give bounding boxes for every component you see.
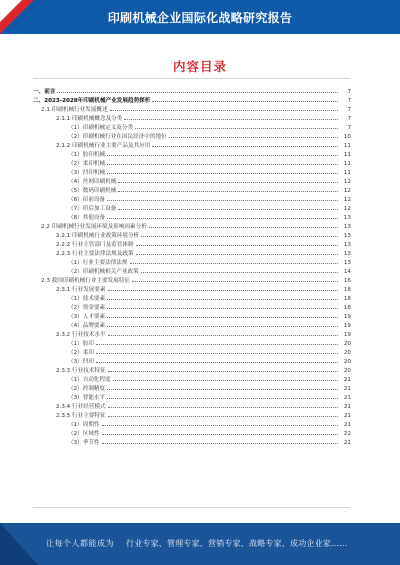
toc-entry-page: 12 xyxy=(343,179,351,185)
toc-entry-page: 13 xyxy=(343,251,351,257)
toc-leader-dots xyxy=(107,308,338,309)
toc-entry-page: 22 xyxy=(343,431,351,437)
toc-entry-page: 11 xyxy=(343,143,351,149)
toc-entry[interactable] xyxy=(33,185,351,194)
toc-entry-title: 2.2.1 印刷机械行业政策环境分析 xyxy=(56,233,140,239)
toc-entry-page: 13 xyxy=(343,260,351,266)
toc-entry[interactable] xyxy=(33,329,351,338)
toc-leader-dots xyxy=(110,110,338,111)
toc-entry-title: （2）控制精度 xyxy=(68,386,106,392)
toc-entry[interactable] xyxy=(33,392,351,401)
toc-entry-title: （6）印前设备 xyxy=(68,197,106,203)
toc-leader-dots xyxy=(107,299,338,300)
toc-entry-title: （4）品牌要素 xyxy=(68,323,106,329)
toc-entry-page: 11 xyxy=(343,170,351,176)
toc-entry-title: 2.1 印刷机械行业发展概述 xyxy=(41,107,108,113)
toc-entry[interactable] xyxy=(33,374,351,383)
footer-accent xyxy=(0,523,38,565)
toc-entry[interactable] xyxy=(33,410,351,419)
toc-leader-dots xyxy=(107,173,338,174)
toc-entry-title: （1）胶印机械 xyxy=(68,152,106,158)
toc-entry[interactable] xyxy=(33,95,351,104)
toc-entry[interactable] xyxy=(33,149,351,158)
toc-leader-dots xyxy=(108,416,338,417)
toc-entry-page: 13 xyxy=(343,242,351,248)
toc-entry-title: （7）印后加工设备 xyxy=(68,206,117,212)
toc-leader-dots xyxy=(118,182,338,183)
toc-entry-title: （4）丝网印刷机械 xyxy=(68,179,117,185)
toc-entry-page: 18 xyxy=(343,287,351,293)
toc-entry-page: 21 xyxy=(343,386,351,392)
toc-entry-page: 7 xyxy=(347,116,351,122)
toc-bottom-divider xyxy=(33,507,350,508)
toc-entry[interactable] xyxy=(33,284,351,293)
toc-entry-page: 20 xyxy=(343,341,351,347)
toc-entry-title: 2.2.3 行业主要法律法规及政策 xyxy=(56,251,134,257)
toc-entry-title: 一、前言 xyxy=(33,89,56,95)
footer-slogan: 让每个人都能成为 xyxy=(46,539,114,548)
toc-entry-page: 18 xyxy=(343,305,351,311)
report-title: 印刷机械企业国际化战略研究报告 xyxy=(107,11,293,25)
toc-entry-page: 22 xyxy=(343,440,351,446)
toc-top-divider xyxy=(33,78,350,79)
toc-leader-dots xyxy=(118,191,338,192)
toc-entry-title: （3）季节性 xyxy=(68,440,100,446)
toc-entry-title: （3）人才要素 xyxy=(68,314,106,320)
page-header xyxy=(0,0,400,34)
toc-leader-dots xyxy=(107,200,338,201)
toc-entry[interactable] xyxy=(33,104,351,113)
toc-entry-title: （2）印刷机械行业在国民经济中的地位 xyxy=(68,134,167,140)
toc-entry[interactable] xyxy=(33,122,351,131)
toc-entry-title: （1）印刷机械定义及分类 xyxy=(68,125,134,131)
toc-entry-title: 2.3.2 行业技术水平 xyxy=(56,332,106,338)
toc-leader-dots xyxy=(152,101,338,102)
toc-entry-page: 21 xyxy=(343,413,351,419)
toc-leader-dots xyxy=(152,146,338,147)
toc-entry-title: 2.3.4 行业经营模式 xyxy=(56,404,106,410)
toc-entry-title: （1）技术要素 xyxy=(68,296,106,302)
toc-entry-page: 19 xyxy=(343,323,351,329)
toc-entry-title: （1）自动化程度 xyxy=(68,377,111,383)
toc-leader-dots xyxy=(136,254,338,255)
toc-entry-title: （2）区域性 xyxy=(68,431,100,437)
toc-entry-title: 二、2023-2028年印刷机械产业发展趋势探析 xyxy=(33,98,151,104)
toc-leader-dots xyxy=(96,353,338,354)
toc-entry[interactable] xyxy=(33,401,351,410)
toc-entry[interactable] xyxy=(33,113,351,122)
toc-entry-page: 20 xyxy=(343,368,351,374)
toc-leader-dots xyxy=(136,245,338,246)
toc-entry[interactable] xyxy=(33,248,351,257)
toc-entry[interactable] xyxy=(33,221,351,230)
toc-entry-title: （2）柔印 xyxy=(68,350,94,356)
toc-entry-title: （3）凹印机械 xyxy=(68,170,106,176)
toc-entry[interactable] xyxy=(33,131,351,140)
toc-entry-page: 20 xyxy=(343,350,351,356)
toc-entry-title: 2.1.1 印刷机械概念及分类 xyxy=(56,116,123,122)
toc-entry[interactable] xyxy=(33,428,351,437)
toc-entry-page: 7 xyxy=(347,89,351,95)
footer-text xyxy=(46,538,347,549)
toc-entry-title: （2）柔印机械 xyxy=(68,161,106,167)
toc-heading: 内容目录 xyxy=(172,59,227,74)
toc-entry-title: （2）印刷机械相关产业政策 xyxy=(68,269,139,275)
toc-entry-page: 19 xyxy=(343,332,351,338)
toc-leader-dots xyxy=(113,380,338,381)
toc-entry-title: （8）其他设备 xyxy=(68,215,106,221)
toc-entry-title: （3）智能水平 xyxy=(68,395,106,401)
toc-entry-page: 7 xyxy=(347,98,351,104)
toc-entry[interactable] xyxy=(33,419,351,428)
toc-entry[interactable] xyxy=(33,167,351,176)
toc-entry-title: 2.3.1 行业发展要素 xyxy=(56,287,106,293)
toc-entry[interactable] xyxy=(33,239,351,248)
toc-entry[interactable] xyxy=(33,365,351,374)
toc-leader-dots xyxy=(149,227,338,228)
toc-entry-page: 21 xyxy=(343,395,351,401)
toc-entry[interactable] xyxy=(33,383,351,392)
toc-leader-dots xyxy=(141,272,338,273)
toc-entry-title: 2.1.2 印刷机械行业主要产品及其应用 xyxy=(56,143,151,149)
toc-entry[interactable] xyxy=(33,311,351,320)
toc-entry[interactable] xyxy=(33,266,351,275)
toc-leader-dots xyxy=(132,281,338,282)
toc-entry[interactable] xyxy=(33,320,351,329)
toc-entry[interactable] xyxy=(33,338,351,347)
toc-entry-page: 21 xyxy=(343,422,351,428)
toc-entry-page: 20 xyxy=(343,359,351,365)
toc-entry-page: 13 xyxy=(343,215,351,221)
toc-entry[interactable] xyxy=(33,437,351,446)
toc-leader-dots xyxy=(107,164,338,165)
footer-tagline: 行业专家、管理专家、营销专家、战略专家、成功企业家…… xyxy=(126,539,348,548)
toc-leader-dots xyxy=(102,434,338,435)
toc-entry[interactable] xyxy=(33,194,351,203)
toc-entry[interactable] xyxy=(33,275,351,284)
toc-entry-title: 2.3.3 行业技术特征 xyxy=(56,368,106,374)
toc-leader-dots xyxy=(107,326,338,327)
toc-leader-dots xyxy=(124,119,338,120)
toc-entry-title: 2.3 我国印刷机械行业主要发展特征 xyxy=(41,278,130,284)
toc-entry-title: （2）资金要素 xyxy=(68,305,106,311)
toc-leader-dots xyxy=(107,389,338,390)
toc-entry[interactable] xyxy=(33,347,351,356)
toc-entry-page: 16 xyxy=(343,278,351,284)
toc-leader-dots xyxy=(108,335,338,336)
toc-leader-dots xyxy=(169,137,338,138)
toc-entry-page: 13 xyxy=(343,224,351,230)
toc-leader-dots xyxy=(107,398,338,399)
toc-entry-title: （1）周期性 xyxy=(68,422,100,428)
toc-leader-dots xyxy=(141,236,338,237)
toc-leader-dots xyxy=(135,128,338,129)
toc-entry-page: 13 xyxy=(343,233,351,239)
toc-leader-dots xyxy=(108,407,338,408)
toc-entry[interactable] xyxy=(33,356,351,365)
toc-entry-title: （5）数码印刷机械 xyxy=(68,188,117,194)
toc-entry-page: 12 xyxy=(343,197,351,203)
toc-entry-page: 19 xyxy=(343,314,351,320)
toc-entry-page: 12 xyxy=(343,188,351,194)
page-footer xyxy=(0,523,400,565)
toc-entry-page: 12 xyxy=(343,206,351,212)
toc-entry[interactable] xyxy=(33,302,351,311)
toc-leader-dots xyxy=(108,290,338,291)
toc-leader-dots xyxy=(96,362,338,363)
toc-entry-page: 14 xyxy=(343,269,351,275)
toc-entry[interactable] xyxy=(33,140,351,149)
toc-leader-dots xyxy=(118,209,338,210)
toc-entry[interactable] xyxy=(33,293,351,302)
toc-entry[interactable] xyxy=(33,203,351,212)
toc-leader-dots xyxy=(107,218,338,219)
toc-entry-title: 2.2.2 行业主管部门及监管体制 xyxy=(56,242,134,248)
toc-entry[interactable] xyxy=(33,257,351,266)
toc-entry-title: （3）凹印 xyxy=(68,359,94,365)
toc-entry-page: 18 xyxy=(343,296,351,302)
toc-entry-page: 10 xyxy=(343,134,351,140)
toc-entry[interactable] xyxy=(33,158,351,167)
toc-leader-dots xyxy=(102,443,338,444)
toc-entry[interactable] xyxy=(33,230,351,239)
toc-leader-dots xyxy=(57,92,338,93)
table-of-contents xyxy=(33,86,351,446)
toc-leader-dots xyxy=(102,425,338,426)
toc-entry-title: 2.2 印刷机械行业发展环境及影响因素分析 xyxy=(41,224,147,230)
toc-entry-page: 11 xyxy=(343,152,351,158)
toc-entry[interactable] xyxy=(33,212,351,221)
toc-leader-dots xyxy=(96,344,338,345)
toc-entry[interactable] xyxy=(33,176,351,185)
toc-entry-title: （1）行业主要法律法规 xyxy=(68,260,128,266)
toc-leader-dots xyxy=(107,317,338,318)
toc-entry-page: 7 xyxy=(347,107,351,113)
toc-entry-page: 11 xyxy=(343,161,351,167)
toc-entry-title: （1）胶印 xyxy=(68,341,94,347)
toc-entry-title: 2.3.5 行业主要特征 xyxy=(56,413,106,419)
toc-entry-page: 21 xyxy=(343,377,351,383)
toc-leader-dots xyxy=(130,263,339,264)
toc-leader-dots xyxy=(107,155,338,156)
toc-leader-dots xyxy=(108,371,338,372)
toc-entry[interactable] xyxy=(33,86,351,95)
toc-entry-page: 21 xyxy=(343,404,351,410)
toc-entry-page: 7 xyxy=(347,125,351,131)
